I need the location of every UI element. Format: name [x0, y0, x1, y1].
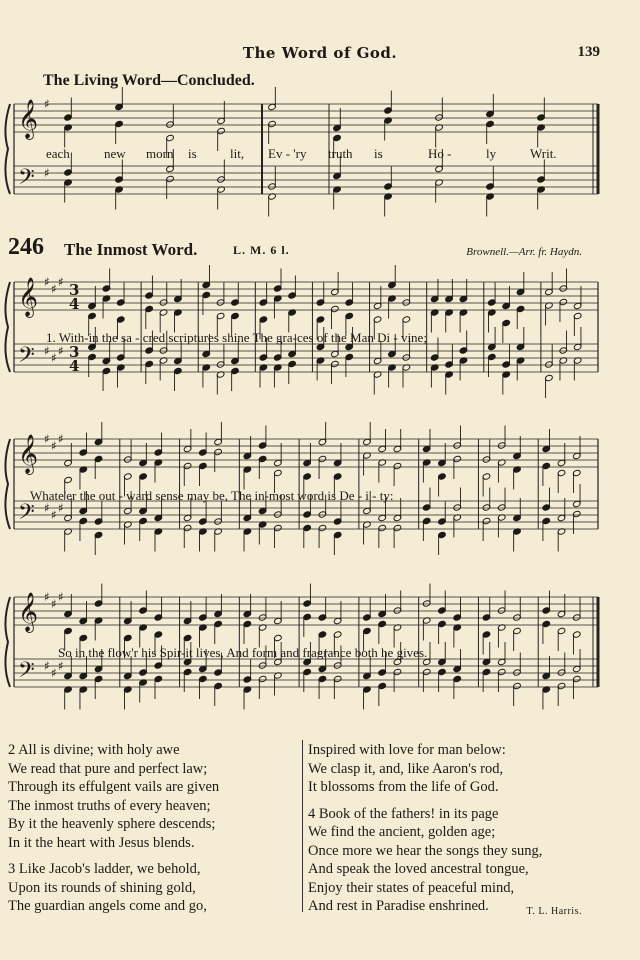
sharp-sign: ♯	[44, 344, 50, 358]
verse-line: Upon its rounds of shining gold,	[8, 879, 196, 896]
time-signature: 4	[69, 295, 80, 313]
brace	[5, 597, 10, 687]
column-divider	[302, 740, 303, 912]
lyric-line-1: 1. With-in the sa - cred scriptures shine The gra-ces of the Man Di - vine;	[46, 330, 427, 345]
time-signature: 3	[69, 343, 80, 361]
bass-clef: 𝄢	[18, 500, 35, 530]
sharp-sign: ♯	[51, 351, 57, 365]
sharp-sign: ♯	[51, 666, 57, 680]
verse-line: 3 Like Jacob's ladder, we behold,	[8, 861, 201, 877]
treble-clef: 𝄞	[18, 592, 39, 632]
tune-attribution: Brownell.—Arr. fr. Haydn.	[466, 246, 582, 258]
sharp-sign: ♯	[44, 166, 50, 180]
lyric-line-2: Whate'er the out - ward sense may be, The in-most word is De - i - ty:	[30, 488, 394, 503]
verse-line: And speak the loved ancestral tongue,	[308, 861, 529, 877]
sharp-sign: ♯	[44, 659, 50, 673]
lyric-word: lit,	[230, 146, 245, 161]
hymn-meter: L. M. 6 l.	[233, 243, 290, 257]
sharp-sign: ♯	[58, 275, 64, 289]
sharp-sign: ♯	[44, 501, 50, 515]
verse-line: Through its effulgent vails are given	[8, 779, 220, 795]
verse-line: By it the heavenly sphere descends;	[8, 816, 216, 832]
verse-line: 2 All is divine; with holy awe	[8, 742, 180, 758]
lyric-word: truth	[328, 146, 353, 161]
running-title: The Word of God.	[242, 44, 398, 62]
lyric-word: each	[46, 146, 70, 161]
lyric-word: is	[374, 146, 383, 161]
hymn-title: The Inmost Word.	[64, 240, 198, 259]
verse-line: We find the ancient, golden age;	[308, 824, 496, 840]
time-signature: 3	[69, 281, 80, 299]
sharp-sign: ♯	[58, 432, 64, 446]
verse-line: The guardian angels come and go,	[8, 898, 207, 914]
treble-clef: 𝄞	[18, 434, 39, 474]
sharp-sign: ♯	[58, 501, 64, 515]
verse-line: The inmost truths of every heaven;	[8, 797, 211, 814]
lyric-word: new	[104, 146, 126, 161]
hymn-author: T. L. Harris.	[526, 906, 582, 917]
lyric-word: morn	[146, 146, 174, 161]
verse-line: 4 Book of the fathers! in its page	[308, 805, 499, 822]
sharp-sign: ♯	[58, 344, 64, 358]
verse-line: Once more we hear the songs they sung,	[308, 842, 543, 859]
treble-clef: 𝄞	[18, 277, 39, 317]
verse-line: In it the heart with Jesus blends.	[8, 834, 195, 851]
sharp-sign: ♯	[58, 590, 64, 604]
time-signature: 4	[69, 357, 80, 375]
verse-line: It blossoms from the life of God.	[308, 779, 499, 795]
lyric-line-3: So in the flow'r his Spir-it lives, And form and fragrance both he gives.	[58, 645, 428, 660]
sharp-sign: ♯	[44, 590, 50, 604]
page-number: 139	[577, 44, 600, 60]
brace	[5, 439, 10, 529]
verse-line: Inspired with love for man below:	[308, 742, 506, 758]
lyric-word: Ev - 'ry	[268, 146, 307, 161]
lyric-word: is	[188, 146, 197, 161]
bass-clef: 𝄢	[18, 165, 35, 195]
sharp-sign: ♯	[51, 282, 57, 296]
treble-clef: 𝄞	[18, 99, 39, 139]
sharp-sign: ♯	[51, 508, 57, 522]
verse-line: And rest in Paradise enshrined.	[308, 898, 489, 914]
lyric-word: Ho -	[428, 146, 452, 161]
sharp-sign: ♯	[44, 432, 50, 446]
bass-clef: 𝄢	[18, 343, 35, 373]
lyric-word: Writ.	[530, 146, 557, 161]
brace	[5, 104, 10, 194]
sharp-sign: ♯	[51, 597, 57, 611]
lyric-word: ly	[486, 146, 497, 161]
brace	[5, 282, 10, 372]
sharp-sign: ♯	[44, 275, 50, 289]
verse-line: We clasp it, and, like Aaron's rod,	[308, 760, 504, 777]
sharp-sign: ♯	[58, 659, 64, 673]
bass-clef: 𝄢	[18, 658, 35, 688]
sharp-sign: ♯	[51, 439, 57, 453]
previous-hymn-title: The Living Word—Concluded.	[43, 72, 255, 89]
verse-gap	[308, 797, 542, 805]
verses-right-column	[308, 741, 542, 916]
sharp-sign: ♯	[44, 97, 50, 111]
verse-line: Enjoy their states of peaceful mind,	[308, 879, 515, 896]
verse-gap	[8, 852, 219, 860]
hymn-number: 246	[8, 234, 44, 260]
verses-left-column	[8, 741, 219, 916]
verse-line: We read that pure and perfect law;	[8, 760, 208, 777]
